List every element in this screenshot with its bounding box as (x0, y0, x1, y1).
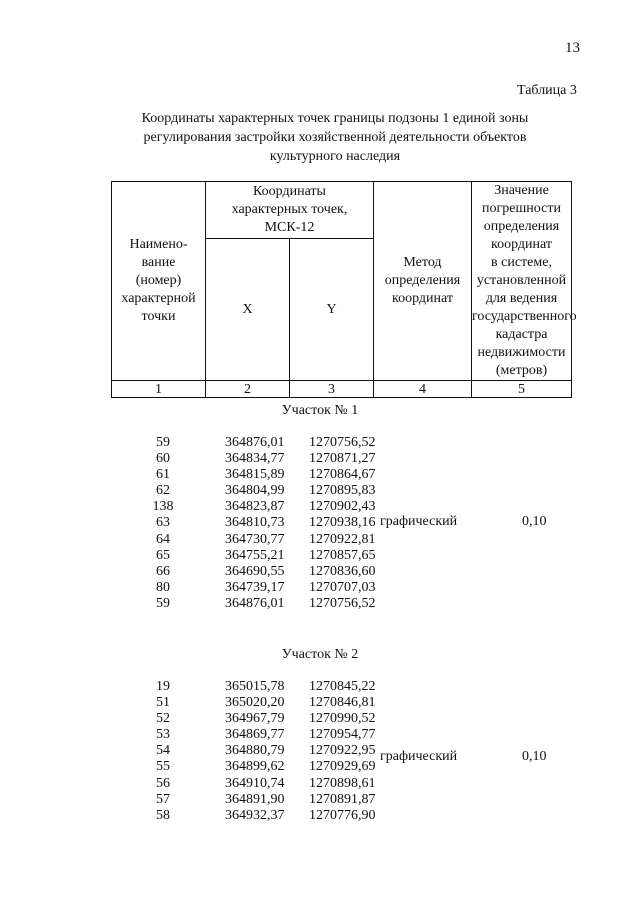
coord-y: 1270776,90 (309, 807, 376, 823)
coord-x: 364876,01 (225, 435, 285, 450)
table-row (128, 743, 388, 759)
coord-x: 364690,55 (225, 563, 285, 579)
point-number: 59 (156, 435, 170, 450)
title-line: Координаты характерных точек границы подзоны 1 единой зоны (141, 111, 529, 126)
coord-x: 364755,21 (225, 547, 285, 563)
point-number: 64 (156, 531, 170, 547)
table-label: Таблица 3 (517, 83, 577, 98)
table-row (128, 532, 388, 548)
coord-x: 364891,90 (225, 791, 285, 807)
header-line: установленной (476, 273, 567, 288)
table-row (128, 776, 388, 792)
coord-y: 1270922,81 (309, 531, 376, 547)
coord-y: 1270929,69 (309, 759, 376, 775)
coord-y: 1270756,52 (309, 595, 376, 611)
header-line: Координаты (253, 184, 326, 199)
coord-y: 1270707,03 (309, 579, 376, 595)
header-line: характерных точек, (231, 202, 348, 217)
coord-x: 365015,78 (225, 679, 285, 694)
column-number: 1 (112, 381, 206, 398)
coord-x: 364810,73 (225, 515, 285, 531)
coord-x: 364932,37 (225, 807, 285, 823)
point-number: 80 (156, 579, 170, 595)
section-2-rows (128, 679, 388, 824)
table-row (128, 759, 388, 775)
point-number: 62 (156, 483, 170, 499)
header-line: Метод (403, 255, 442, 270)
point-number: 53 (156, 727, 170, 743)
header-method (374, 182, 472, 381)
title-line: регулирования застройки хозяйственной деятельности объектов (143, 130, 527, 145)
section-1-rows (128, 435, 388, 612)
coord-x: 364823,87 (225, 499, 285, 515)
table-row (128, 808, 388, 824)
table-row (128, 515, 388, 531)
header-line: координат (491, 237, 552, 252)
header-line: характерной (121, 291, 196, 306)
coord-x: 364834,77 (225, 451, 285, 467)
coord-x: 364804,99 (225, 483, 285, 499)
coord-x: 364815,89 (225, 467, 285, 483)
point-number: 19 (156, 679, 170, 694)
point-number: 138 (152, 499, 174, 515)
point-number: 55 (156, 759, 170, 775)
table-row (128, 564, 388, 580)
table-row (128, 792, 388, 808)
header-line: недвижимости (477, 345, 566, 360)
table-row (128, 596, 388, 612)
table-row (128, 580, 388, 596)
coord-x: 364869,77 (225, 727, 285, 743)
coord-y: 1270857,65 (309, 547, 376, 563)
point-number: 54 (156, 743, 170, 759)
coord-y: 1270836,60 (309, 563, 376, 579)
table-row (128, 467, 388, 483)
header-line: точки (141, 309, 176, 324)
page-number: 13 (565, 40, 580, 56)
section-title-2: Участок № 2 (281, 647, 359, 662)
header-line: координат (392, 291, 453, 306)
coord-x: 365020,20 (225, 695, 285, 711)
header-line: кадастра (495, 327, 548, 342)
coord-y: 1270938,16 (309, 515, 376, 531)
document-title (110, 109, 560, 166)
header-line: определения (384, 273, 461, 288)
point-number: 57 (156, 791, 170, 807)
table-row (128, 435, 388, 451)
section-2-error: 0,10 (522, 749, 547, 764)
table-row (128, 548, 388, 564)
table-row (128, 483, 388, 499)
coord-x: 364967,79 (225, 711, 285, 727)
header-line: (метров) (495, 363, 548, 378)
coord-y: 1270922,95 (309, 743, 376, 759)
header-line: вание (141, 255, 176, 270)
table-row (128, 679, 388, 695)
header-line: погрешности (482, 201, 561, 216)
header-line: Наимено- (129, 237, 188, 252)
coord-x: 364899,62 (225, 759, 285, 775)
coord-y: 1270898,61 (309, 775, 376, 791)
coord-y: 1270990,52 (309, 711, 376, 727)
table-row (128, 727, 388, 743)
coord-y: 1270891,87 (309, 791, 376, 807)
coord-x: 364739,17 (225, 579, 285, 595)
title-line: культурного наследия (269, 149, 401, 164)
header-line: МСК-12 (264, 220, 315, 235)
column-number: 3 (290, 381, 374, 398)
point-number: 61 (156, 467, 170, 483)
header-error (472, 182, 577, 381)
column-number: 2 (206, 381, 290, 398)
coord-y: 1270756,52 (309, 435, 376, 450)
table-row (128, 695, 388, 711)
coord-x: 364876,01 (225, 595, 285, 611)
column-number: 5 (472, 381, 572, 398)
coord-y: 1270845,22 (309, 679, 376, 694)
header-point-name (112, 182, 206, 381)
header-line: Значение (494, 183, 549, 198)
point-number: 60 (156, 451, 170, 467)
section-2-method: графический (380, 749, 458, 764)
coord-x: 364730,77 (225, 531, 285, 547)
section-1-method: графический (380, 514, 458, 529)
header-y: Y (290, 239, 374, 381)
section-1-error: 0,10 (522, 514, 547, 529)
coord-y: 1270846,81 (309, 695, 376, 711)
header-line: для ведения (485, 291, 558, 306)
coord-y: 1270871,27 (309, 451, 376, 467)
point-number: 65 (156, 547, 170, 563)
column-number: 4 (374, 381, 472, 398)
header-line: определения (483, 219, 560, 234)
header-line: государственного (472, 309, 577, 324)
point-number: 66 (156, 563, 170, 579)
header-line: (номер) (135, 273, 182, 288)
point-number: 59 (156, 595, 170, 611)
point-number: 51 (156, 695, 170, 711)
coord-y: 1270902,43 (309, 499, 376, 515)
coord-y: 1270864,67 (309, 467, 376, 483)
coord-y: 1270954,77 (309, 727, 376, 743)
coord-x: 364910,74 (225, 775, 285, 791)
point-number: 63 (156, 515, 170, 531)
point-number: 56 (156, 775, 170, 791)
table-row (128, 711, 388, 727)
point-number: 58 (156, 807, 170, 823)
table-row (128, 499, 388, 515)
header-x: X (206, 239, 290, 381)
header-coordinates (206, 182, 374, 239)
section-title-1: Участок № 1 (281, 403, 359, 418)
table-row (128, 451, 388, 467)
table-header (111, 181, 577, 398)
header-line: в системе, (491, 255, 552, 270)
coord-y: 1270895,83 (309, 483, 376, 499)
coord-x: 364880,79 (225, 743, 285, 759)
point-number: 52 (156, 711, 170, 727)
